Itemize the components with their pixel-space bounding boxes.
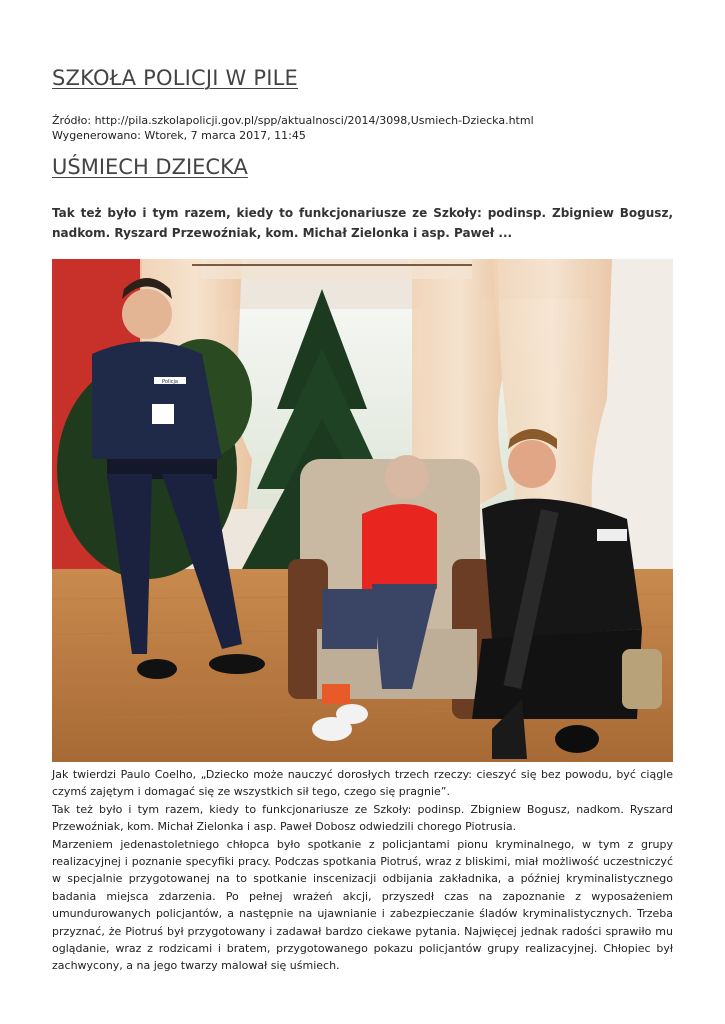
article-title: UŚMIECH DZIECKA — [52, 155, 248, 179]
article-lead: Tak też było i tym razem, kiedy to funkcjonariusze ze Szkoły: podinsp. Zbigniew Bogusz, nadkom. Ryszard Przewoźniak, kom. Michał Zielonka i asp. Paweł ... — [52, 206, 673, 240]
body-paragraph: Jak twierdzi Paulo Coelho, „Dziecko może nauczyć dorosłych trzech rzeczy: cieszyć się bez powodu, być ciągle czymś zajętym i domagać się ze wszystkich sił tego, czego się pragnie”. — [52, 768, 673, 799]
badge-text: Policja — [162, 379, 178, 385]
generated-line: Wygenerowano: Wtorek, 7 marca 2017, 11:45 — [52, 129, 306, 142]
body-paragraph: Marzeniem jedenastoletniego chłopca było spotkanie z policjantami pionu kryminalnego, w tym z grupy realizacyjnej i poznanie specyfiki pracy. Podczas spotkania Piotruś, wraz z bliskimi, miał możliwość uczestniczyć w specjalnie przygotowanej na to spotkanie inscenizacji odbijania zakładnika, a później kryminalistycznego badania miejsca zdarzenia. Po pełnej wrażeń akcji, przyszedł czas na zapoznanie z wyposażeniem umundurowanych policjantów, a następnie na ujawnianie i zabezpieczanie śladów kryminalistycznych. Trzeba przyznać, że Piotruś był przygotowany i zadawał bardzo ciekawe pytania. Najwięcej jednak radości sprawiło mu oglądanie, wraz z rodzicami i bratem, przygotowanego pokazu policjantów grupy realizacyjnej. Chłopiec był zachwycony, a na jego twarzy malował się uśmiech. — [52, 837, 673, 973]
site-title: SZKOŁA POLICJI W PILE — [52, 66, 298, 90]
body-paragraph: Tak też było i tym razem, kiedy to funkcjonariusze ze Szkoły: podinsp. Zbigniew Bogusz, nadkom. Ryszard Przewoźniak, kom. Michał Zielonka i asp. Paweł Dobosz odwiedzili chorego Piotrusia. — [52, 802, 673, 834]
article-body — [52, 766, 673, 975]
article-photo — [52, 259, 673, 762]
source-line: Źródło: http://pila.szkolapolicji.gov.pl/spp/aktualnosci/2014/3098,Usmiech-Dziecka.html — [52, 114, 534, 127]
document-meta — [52, 113, 534, 143]
